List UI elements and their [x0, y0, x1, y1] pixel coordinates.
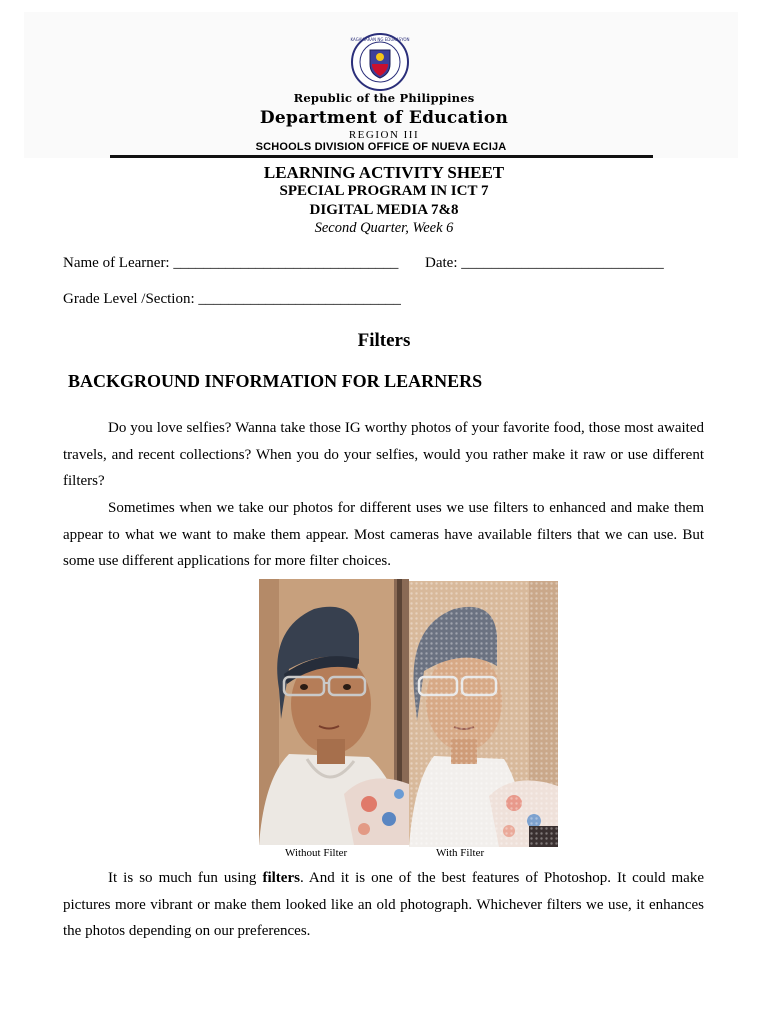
svg-text:KAGAWARAN NG EDUKASYON: KAGAWARAN NG EDUKASYON	[350, 37, 410, 42]
photo-with-filter	[409, 581, 558, 847]
date-field[interactable]: Date: ___________________________	[425, 255, 664, 271]
department-name: Department of Education	[259, 108, 509, 128]
background-heading: BACKGROUND INFORMATION FOR LEARNERS	[68, 371, 483, 391]
paragraph-3-start: It is so much fun using	[108, 870, 263, 886]
paragraph-3	[63, 865, 704, 945]
grade-section-field[interactable]: Grade Level /Section: ___________________________	[63, 291, 401, 307]
paragraph-2-text: Sometimes when we take our photos for different uses we use filters to enhanced and make them appear to what we want to make them appear. Most cameras have available filters that we can use. But some use different applications for more filter choices.	[63, 500, 704, 570]
paragraph-2	[63, 495, 704, 575]
caption-without-filter: Without Filter	[285, 847, 348, 859]
division-line: SCHOOLS DIVISION OFFICE OF NUEVA ECIJA	[255, 141, 507, 153]
republic-line: Republic of the Philippines	[293, 91, 475, 105]
region-line: REGION III	[348, 129, 420, 141]
paragraph-3-rest: . And it is one of the best features of Photoshop. It could make pictures more vibrant or make them looked like an old photograph. Whichever filters we use, it enhances the photos depending on our preferences.	[63, 870, 704, 940]
quarter-line: Second Quarter, Week 6	[314, 220, 454, 236]
caption-with-filter: With Filter	[436, 847, 485, 859]
deped-seal-icon	[350, 32, 410, 92]
subject-title: DIGITAL MEDIA 7&8	[309, 202, 459, 218]
topic-title: Filters	[357, 330, 411, 351]
paragraph-1-text: Do you love selfies? Wanna take those IG worthy photos of your favorite food, those most awaited travels, and recent collections? When you do your selfies, would you rather make it raw or use different filters?	[63, 420, 704, 490]
paragraph-1	[63, 415, 704, 495]
filters-bold-term: filters	[262, 870, 300, 886]
header-rule	[110, 155, 653, 158]
sheet-title: LEARNING ACTIVITY SHEET	[263, 163, 505, 182]
learner-name-field[interactable]: Name of Learner: ______________________________	[63, 255, 399, 271]
photo-without-filter	[259, 579, 409, 845]
program-title: SPECIAL PROGRAM IN ICT 7	[279, 183, 489, 199]
